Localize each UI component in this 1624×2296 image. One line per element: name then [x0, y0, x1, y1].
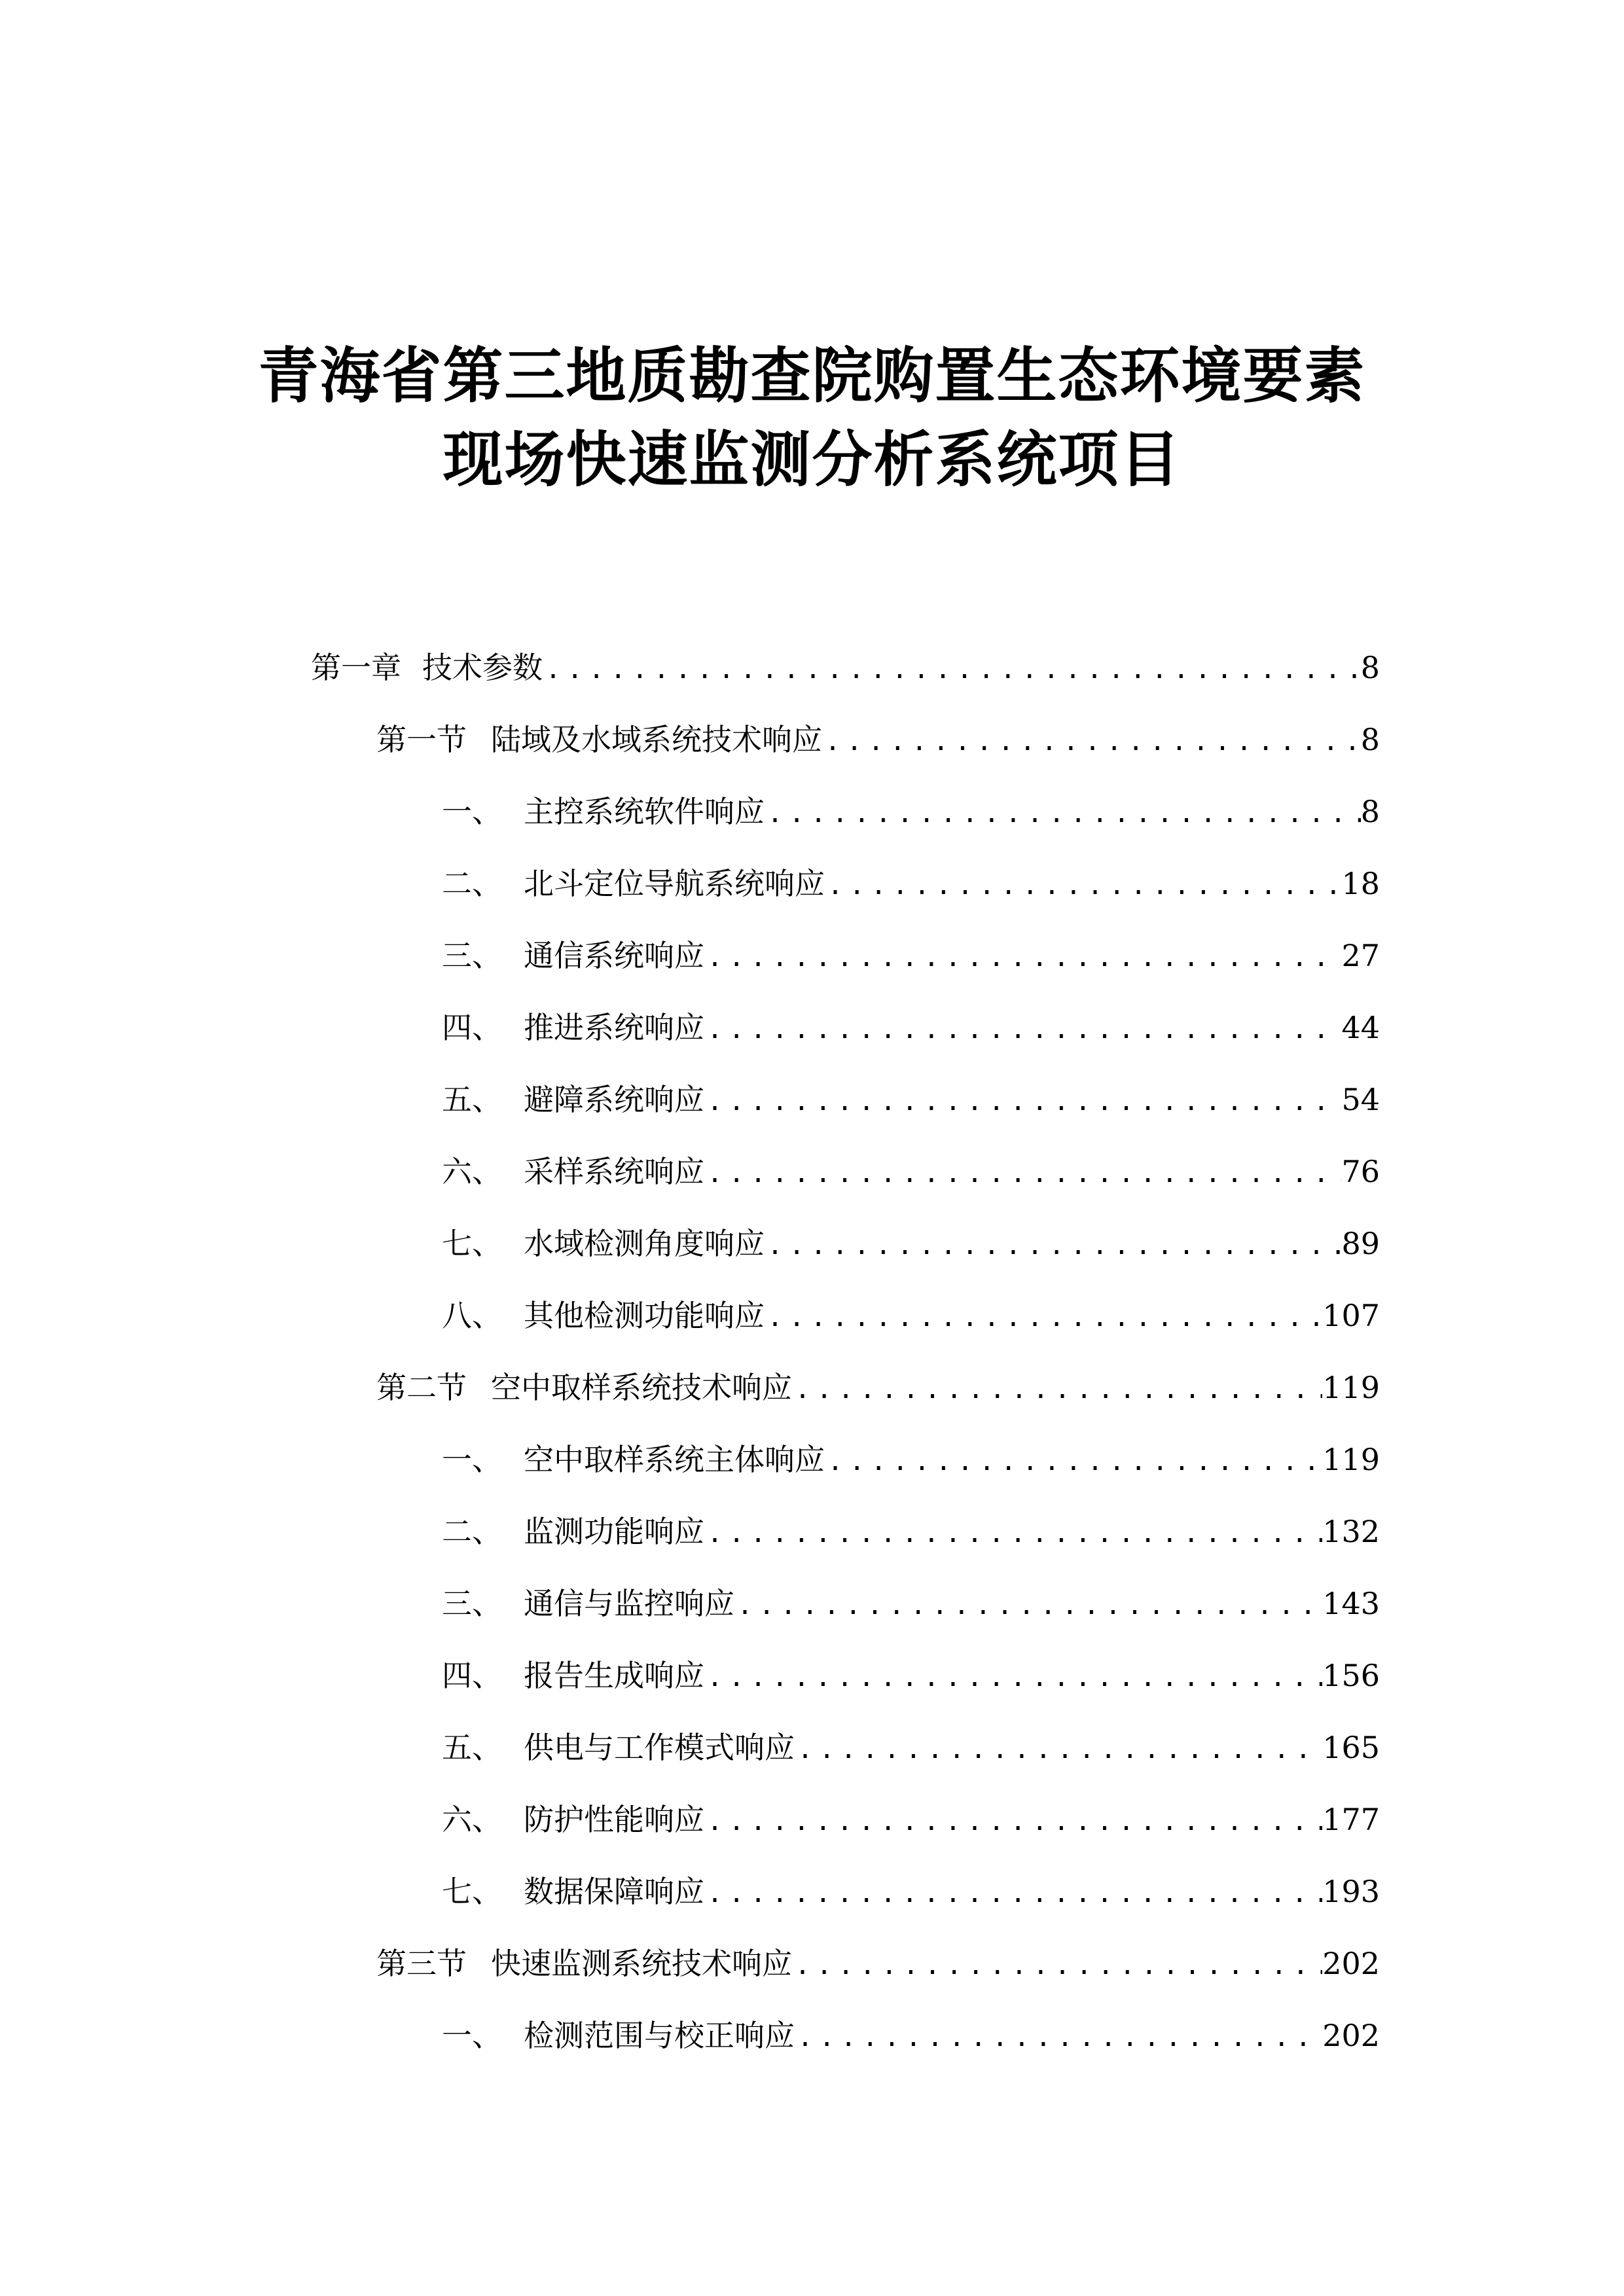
toc-entry-label: 推进系统响应 [524, 1010, 704, 1045]
toc-entry-number: 第二节 [376, 1370, 467, 1405]
toc-dot-leader [704, 1871, 1322, 1914]
toc-entry[interactable] [442, 789, 1380, 834]
toc-entry-page: 89 [1341, 1226, 1380, 1261]
toc-entry-number: 五、 [442, 1082, 502, 1117]
toc-entry-page: 8 [1360, 722, 1380, 757]
toc-dot-leader [704, 1151, 1341, 1194]
toc-dot-leader [765, 1295, 1322, 1338]
toc-entry[interactable] [442, 1869, 1380, 1914]
toc-entry-label: 通信系统响应 [524, 938, 704, 973]
toc-entry[interactable] [376, 1365, 1380, 1410]
toc-entry-label: 空中取样系统技术响应 [491, 1370, 792, 1405]
toc-dot-leader [795, 1727, 1322, 1770]
toc-entry[interactable] [442, 1581, 1380, 1626]
toc-entry[interactable] [442, 1437, 1380, 1482]
toc-entry[interactable] [311, 645, 1380, 691]
toc-entry-page: 54 [1341, 1082, 1380, 1117]
toc-entry[interactable] [442, 1509, 1380, 1554]
toc-entry-number: 四、 [442, 1010, 502, 1045]
toc-entry-label: 采样系统响应 [524, 1154, 704, 1189]
toc-dot-leader [704, 1007, 1341, 1050]
toc-entry-number: 二、 [442, 866, 502, 901]
toc-entry-page: 202 [1322, 1946, 1380, 1981]
toc-entry-label: 数据保障响应 [524, 1874, 704, 1909]
toc-dot-leader [825, 863, 1341, 906]
toc-entry-label: 水域检测角度响应 [524, 1226, 765, 1261]
toc-entry[interactable] [376, 717, 1380, 762]
toc-dot-leader [825, 1439, 1322, 1482]
toc-entry-page: 76 [1341, 1154, 1380, 1189]
toc-dot-leader [543, 647, 1361, 691]
toc-entry-label: 快速监测系统技术响应 [491, 1946, 792, 1981]
toc-entry[interactable] [442, 1005, 1380, 1050]
toc-entry-number: 四、 [442, 1658, 502, 1693]
toc-entry-page: 177 [1322, 1802, 1380, 1837]
toc-entry-number: 一、 [442, 794, 502, 829]
toc-entry-number: 第三节 [376, 1946, 467, 1981]
toc-entry[interactable] [442, 1797, 1380, 1842]
toc-entry[interactable] [442, 861, 1380, 906]
document-title-line2: 现场快速监测分析系统项目 [442, 425, 1182, 495]
toc-entry[interactable] [442, 1221, 1380, 1266]
toc-dot-leader [765, 791, 1361, 834]
toc-entry-label: 通信与监控响应 [524, 1586, 734, 1621]
toc-entry-page: 44 [1341, 1010, 1380, 1045]
toc-entry-label: 报告生成响应 [524, 1658, 704, 1693]
toc-entry-label: 避障系统响应 [524, 1082, 704, 1117]
toc-dot-leader [704, 1799, 1322, 1842]
toc-entry-number: 第一章 [311, 650, 401, 685]
toc-entry-number: 一、 [442, 1442, 502, 1477]
toc-entry[interactable] [442, 1077, 1380, 1122]
toc-entry-label: 主控系统软件响应 [524, 794, 765, 829]
toc-entry-number: 一、 [442, 2018, 502, 2053]
toc-entry-page: 156 [1322, 1658, 1380, 1693]
document-title-line1: 青海省第三地质勘查院购置生态环境要素 [258, 341, 1366, 411]
toc-entry-page: 18 [1341, 866, 1380, 901]
toc-dot-leader [795, 2015, 1322, 2058]
toc-dot-leader [765, 1223, 1341, 1266]
toc-entry-number: 三、 [442, 1586, 502, 1621]
toc-entry-label: 北斗定位导航系统响应 [524, 866, 825, 901]
toc-entry-page: 8 [1360, 794, 1380, 829]
toc-entry[interactable] [442, 1149, 1380, 1194]
toc-entry-label: 供电与工作模式响应 [524, 1730, 795, 1765]
toc-entry-number: 六、 [442, 1802, 502, 1837]
toc-entry[interactable] [376, 1941, 1380, 1986]
toc-dot-leader [792, 1367, 1322, 1410]
toc-dot-leader [704, 935, 1341, 978]
toc-dot-leader [734, 1583, 1322, 1626]
toc-entry-label: 空中取样系统主体响应 [524, 1442, 825, 1477]
toc-entry-number: 七、 [442, 1226, 502, 1261]
toc-entry-page: 27 [1341, 938, 1380, 973]
toc-entry-number: 三、 [442, 938, 502, 973]
toc-entry-number: 五、 [442, 1730, 502, 1765]
toc-entry-label: 陆域及水域系统技术响应 [491, 722, 822, 757]
toc-entry-label: 其他检测功能响应 [524, 1298, 765, 1333]
toc-entry[interactable] [442, 1293, 1380, 1338]
toc-entry-number: 八、 [442, 1298, 502, 1333]
toc-dot-leader [704, 1511, 1322, 1554]
toc-entry-page: 202 [1322, 2018, 1380, 2053]
toc-entry-page: 119 [1322, 1442, 1380, 1477]
toc-entry-page: 143 [1322, 1586, 1380, 1621]
toc-entry-number: 二、 [442, 1514, 502, 1549]
toc-dot-leader [822, 719, 1361, 762]
toc-entry[interactable] [442, 1653, 1380, 1698]
toc-entry[interactable] [442, 933, 1380, 978]
toc-entry-page: 119 [1322, 1370, 1380, 1405]
toc-entry-page: 107 [1322, 1298, 1380, 1333]
toc-dot-leader [792, 1943, 1322, 1986]
toc-entry-number: 六、 [442, 1154, 502, 1189]
toc-entry-page: 8 [1360, 650, 1380, 685]
toc-dot-leader [704, 1655, 1322, 1698]
toc-entry-page: 165 [1322, 1730, 1380, 1765]
toc-entry-page: 132 [1322, 1514, 1380, 1549]
toc-entry-label: 技术参数 [422, 650, 543, 685]
toc-entry-label: 检测范围与校正响应 [524, 2018, 795, 2053]
toc-entry-label: 监测功能响应 [524, 1514, 704, 1549]
toc-entry[interactable] [442, 2013, 1380, 2058]
toc-entry-page: 193 [1322, 1874, 1380, 1909]
toc-entry-label: 防护性能响应 [524, 1802, 704, 1837]
toc-entry-number: 第一节 [376, 722, 467, 757]
toc-dot-leader [704, 1079, 1341, 1122]
toc-entry[interactable] [442, 1725, 1380, 1770]
toc-entry-number: 七、 [442, 1874, 502, 1909]
